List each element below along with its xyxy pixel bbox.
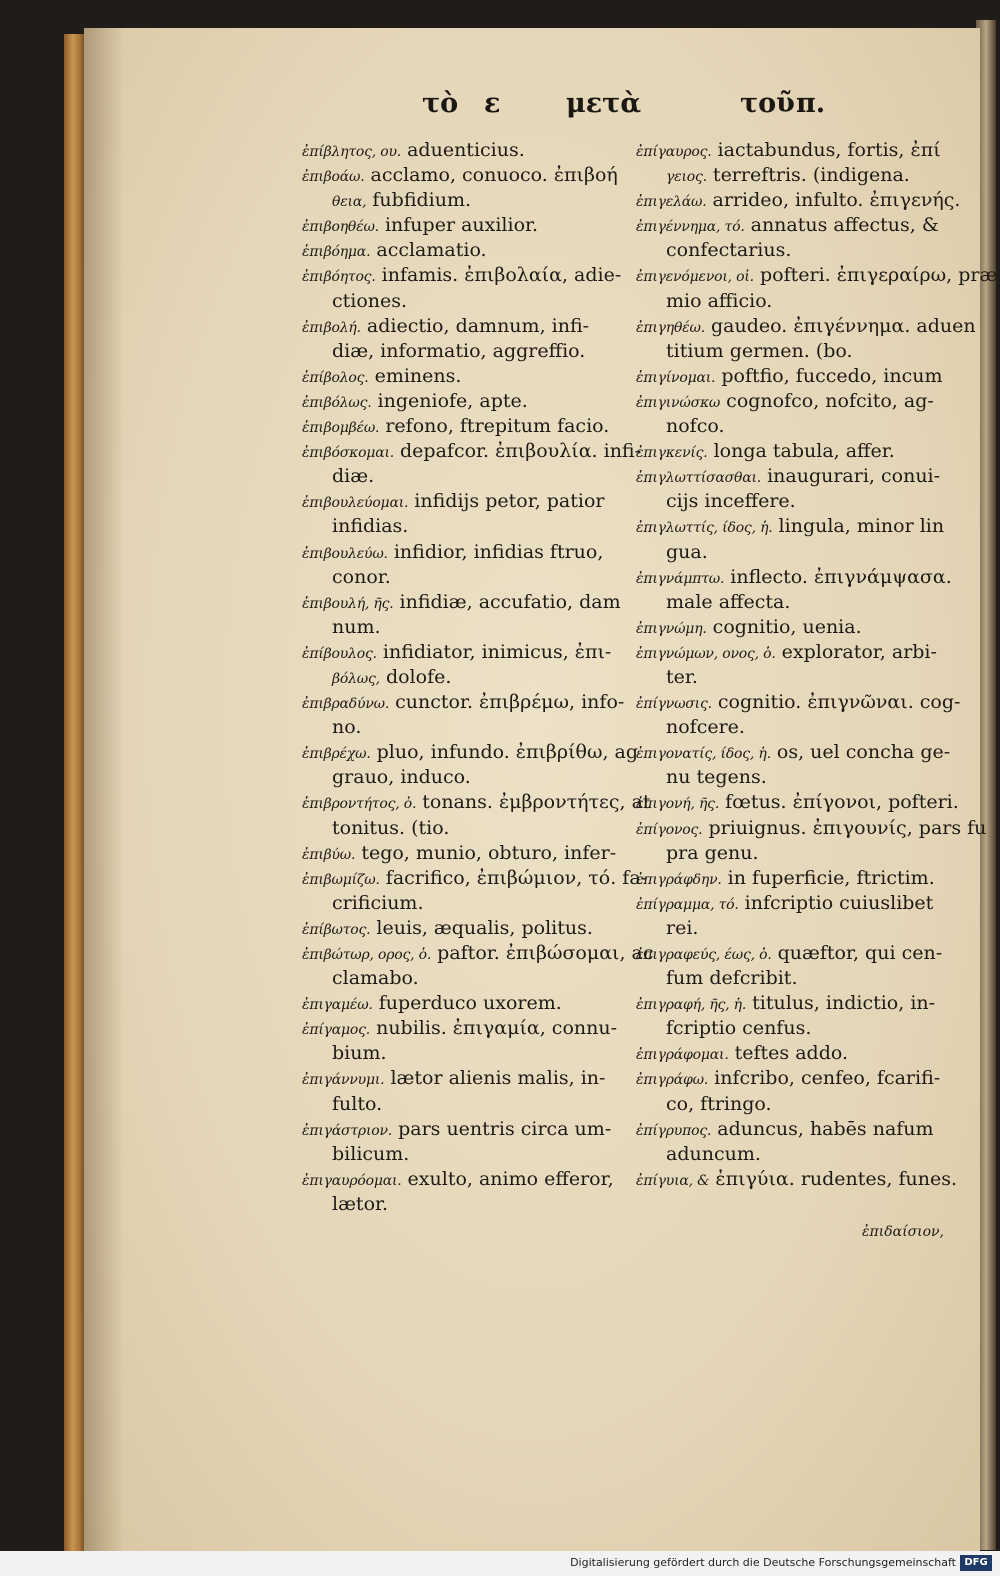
latin-gloss: pluo, infundo. ἐπιβρίθω, ag [370, 741, 639, 764]
dictionary-line [302, 615, 634, 640]
greek-headword: ἐπιβομβέω. [302, 420, 380, 437]
greek-headword: ἐπιβρέχω. [302, 746, 371, 763]
dfg-logo: DFG [960, 1555, 992, 1571]
latin-gloss: os, uel concha ge- [770, 741, 951, 764]
latin-gloss: clamabo. [332, 967, 419, 990]
greek-headword: ἐπιβόητος. [302, 269, 376, 286]
dictionary-line [302, 238, 634, 263]
dictionary-line [636, 238, 961, 263]
latin-gloss: nofcere. [666, 716, 745, 739]
catchword: ἐπιδαίσιον, [862, 1224, 945, 1240]
dictionary-line [302, 540, 634, 565]
dictionary-line [636, 665, 961, 690]
dictionary-line [636, 966, 961, 991]
latin-gloss: diæ. [332, 465, 375, 488]
latin-gloss: explorator, arbi- [775, 640, 937, 663]
latin-gloss: gaudeo. ἐπιγέννημα. aduen [704, 314, 976, 337]
latin-gloss: inflecto. ἐπιγνάμψασα. [724, 565, 952, 588]
dictionary-line [302, 1192, 634, 1217]
latin-gloss: no. [332, 716, 362, 739]
header-left-a: τὸ [422, 88, 459, 119]
header-right-a: τοῦ [740, 88, 795, 119]
latin-gloss: teftes addo. [728, 1042, 849, 1065]
latin-gloss: fœtus. ἐπίγονοι, pofteri. [719, 791, 959, 814]
greek-headword: ἐπιβοάω. [302, 169, 365, 186]
greek-headword: ἐπιγελάω. [636, 194, 707, 211]
latin-gloss: conor. [332, 565, 391, 588]
latin-gloss: terreftris. (indigena. [706, 164, 910, 187]
latin-gloss: paftor. ἐπιβώσομαι, ac [431, 942, 654, 964]
dictionary-line [636, 640, 961, 665]
dictionary-line [636, 891, 961, 916]
latin-gloss: dolofe. [379, 665, 452, 688]
dictionary-line [636, 740, 961, 765]
dictionary-line [636, 188, 961, 213]
footer-bar [0, 1551, 1000, 1576]
latin-gloss: bilicum. [332, 1142, 410, 1165]
latin-gloss: infcribo, cenfeo, fcarifi- [708, 1067, 941, 1090]
dictionary-line [302, 790, 651, 815]
latin-gloss: mio afficio. [666, 289, 773, 312]
latin-gloss: nofco. [666, 415, 725, 438]
dictionary-line [302, 590, 634, 615]
latin-gloss: lætor alienis malis, in- [384, 1067, 606, 1090]
latin-gloss: cognitio. ἐπιγνῶναι. cog- [711, 691, 961, 714]
latin-gloss: exulto, animo efferor, [401, 1167, 614, 1190]
dictionary-line [302, 640, 634, 665]
latin-gloss: fulto. [332, 1092, 383, 1115]
dictionary-line [636, 263, 998, 288]
greek-headword: ἐπιβοηθέω. [302, 219, 379, 236]
latin-gloss: acclamatio. [370, 239, 487, 262]
dictionary-line [302, 1142, 634, 1167]
greek-headword: ἐπιγίνομαι. [636, 369, 716, 386]
greek-headword: ἐπιγονατίς, ίδος, ἡ. [636, 746, 771, 763]
running-header [84, 88, 980, 128]
latin-gloss: aduncum. [666, 1142, 761, 1165]
greek-headword: ἐπιβόσκομαι. [302, 445, 394, 462]
dictionary-line [636, 213, 961, 238]
dictionary-line [302, 213, 634, 238]
latin-gloss: infcriptio cuiuslibet [738, 891, 934, 914]
dictionary-line [302, 916, 634, 941]
latin-gloss: lætor. [332, 1192, 389, 1215]
latin-gloss: nu tegens. [666, 766, 767, 789]
greek-headword: ἐπιβραδύνω. [302, 696, 390, 713]
latin-gloss: facrifico, ἐπιβώμιον, τό. fa- [379, 866, 648, 889]
dictionary-line [302, 941, 654, 966]
dictionary-line [636, 1041, 961, 1066]
dictionary-line [302, 991, 634, 1016]
latin-gloss: aduenticius. [401, 139, 525, 161]
latin-gloss: aduncus, habēs nafum [711, 1117, 934, 1140]
dictionary-line [636, 314, 976, 339]
latin-gloss: fubfidium. [366, 189, 472, 212]
latin-gloss: infidiator, inimicus, ἐπι- [376, 640, 612, 663]
latin-gloss: ter. [666, 665, 698, 688]
dictionary-line [636, 941, 961, 966]
latin-gloss: fum defcribit. [666, 967, 798, 990]
dictionary-line [636, 439, 961, 464]
dictionary-line [302, 1066, 634, 1091]
latin-gloss: ingeniofe, apte. [371, 389, 528, 412]
dictionary-line [636, 289, 961, 314]
latin-gloss: refono, ftrepitum facio. [379, 415, 610, 438]
latin-gloss: co, ftringo. [666, 1092, 772, 1115]
dictionary-line [636, 339, 961, 364]
header-right-b: π. [796, 88, 826, 119]
dictionary-line [636, 1117, 961, 1142]
latin-gloss: cijs inceffere. [666, 490, 796, 513]
latin-gloss: in fuperficie, ftrictim. [721, 866, 935, 889]
latin-gloss: num. [332, 615, 381, 638]
latin-gloss: pra genu. [666, 841, 759, 864]
dictionary-line [302, 389, 634, 414]
dictionary-line [636, 765, 961, 790]
dictionary-line [302, 765, 634, 790]
greek-headword: ἐπιγνάμπτω. [636, 570, 725, 587]
greek-headword: ἐπιγάστριον. [302, 1122, 393, 1139]
footer-credit: Digitalisierung gefördert durch die Deutsche Forschungsgemeinschaft [570, 1556, 956, 1569]
latin-gloss: confectarius. [666, 239, 792, 262]
greek-headword: ἐπιγράφδην. [636, 871, 722, 888]
dictionary-line [636, 790, 961, 815]
latin-gloss: annatus affectus, & [744, 214, 939, 237]
dictionary-line [636, 138, 961, 163]
latin-gloss: ἐπιγύια. rudentes, funes. [709, 1167, 958, 1190]
greek-headword: ἐπιβόλως. [302, 394, 372, 411]
gutter-shadow [84, 28, 124, 1554]
latin-gloss: depafcor. ἐπιβουλία. infi- [393, 440, 642, 463]
latin-gloss: fuperduco uxorem. [372, 992, 562, 1015]
right-column [636, 138, 998, 1192]
dictionary-line [302, 565, 634, 590]
greek-headword: ἐπίγαμος. [302, 1022, 371, 1039]
latin-gloss: infidias. [332, 515, 409, 538]
latin-gloss: tonitus. (tio. [332, 816, 450, 839]
greek-headword: ἐπίβλητος, ου. [302, 144, 402, 160]
latin-gloss: fcriptio cenfus. [666, 1017, 812, 1040]
greek-headword: ἐπιβόημα. [302, 244, 371, 261]
latin-gloss: grauo, induco. [332, 766, 471, 789]
greek-headword: ἐπιβουλεύομαι. [302, 495, 409, 512]
latin-gloss: pofteri. ἐπιγεραίρω, præ [753, 264, 998, 287]
dictionary-line [302, 263, 634, 288]
greek-headword: ἐπιγονή, ῆς. [636, 796, 720, 813]
latin-gloss: bium. [332, 1042, 387, 1065]
dictionary-line [302, 439, 642, 464]
dictionary-line [302, 364, 634, 389]
book-edge-left [64, 34, 86, 1554]
dictionary-line [302, 464, 634, 489]
greek-headword: ἐπίγνωσις. [636, 696, 712, 713]
greek-headword: θεια, [332, 194, 367, 211]
latin-gloss: nubilis. ἐπιγαμία, connu- [370, 1017, 618, 1040]
dictionary-line [636, 1016, 961, 1041]
dictionary-line [302, 740, 639, 765]
dictionary-line [302, 1092, 634, 1117]
latin-gloss: longa tabula, affer. [707, 440, 895, 463]
latin-gloss: ctiones. [332, 289, 408, 312]
dictionary-line [302, 841, 634, 866]
dictionary-line [636, 1092, 961, 1117]
greek-headword: ἐπίγρυπος. [636, 1122, 712, 1139]
greek-headword: βόλως, [332, 670, 380, 687]
greek-headword: ἐπιγινώσκω [636, 394, 721, 411]
dictionary-line [302, 866, 648, 891]
greek-headword: ἐπιγράφω. [636, 1072, 709, 1089]
greek-headword: ἐπιβουλή, ῆς. [302, 595, 394, 612]
latin-gloss: tego, munio, obturo, infer- [355, 841, 617, 864]
dictionary-line [636, 841, 961, 866]
greek-headword: ἐπιγλωττίς, ίδος, ἡ. [636, 520, 773, 537]
greek-headword: ἐπιγενόμενοι, οἱ. [636, 269, 754, 286]
greek-headword: ἐπίβολος. [302, 369, 369, 386]
greek-headword: ἐπίγραμμα, τό. [636, 896, 739, 913]
dictionary-line [302, 314, 634, 339]
dictionary-line [636, 414, 961, 439]
latin-gloss: infidiæ, accufatio, dam [393, 590, 621, 613]
latin-gloss: cognitio, uenia. [706, 615, 862, 638]
greek-headword: γειος. [666, 169, 707, 186]
dictionary-line [636, 590, 961, 615]
greek-headword: ἐπίγονος. [636, 821, 703, 838]
greek-headword: ἐπιβουλεύω. [302, 545, 388, 562]
latin-gloss: cognofco, nofcito, ag- [720, 389, 934, 412]
latin-gloss: cunctor. ἐπιβρέμω, info- [389, 691, 625, 714]
greek-headword: ἐπιβωμίζω. [302, 871, 380, 888]
latin-gloss: gua. [666, 540, 708, 563]
greek-headword: ἐπιβύω. [302, 846, 356, 863]
latin-gloss: acclamo, conuoco. ἐπιβοή [364, 164, 618, 187]
latin-gloss: quæftor, qui cen- [771, 942, 943, 964]
dictionary-line [636, 489, 961, 514]
dictionary-line [636, 163, 961, 188]
dictionary-line [302, 163, 634, 188]
dictionary-line [636, 866, 961, 891]
dictionary-line [636, 916, 961, 941]
latin-gloss: crificium. [332, 891, 424, 914]
latin-gloss: infidior, infidias ftruo, [387, 540, 604, 563]
greek-headword: ἐπιγαυρόομαι. [302, 1172, 402, 1189]
greek-headword: ἐπιγνώμη. [636, 620, 707, 637]
latin-gloss: rei. [666, 916, 699, 939]
dictionary-line [302, 1117, 634, 1142]
dictionary-line [636, 540, 961, 565]
latin-gloss: infidijs petor, patior [408, 490, 605, 513]
header-left-b: ε [484, 88, 501, 119]
header-center: μετὰ [566, 88, 642, 119]
latin-gloss: iactabundus, fortis, ἐπί [711, 139, 941, 161]
greek-headword: ἐπιγραφή, ῆς, ἡ. [636, 997, 747, 1014]
latin-gloss: adiectio, damnum, infi- [360, 314, 590, 337]
latin-gloss: male affecta. [666, 590, 791, 613]
latin-gloss: infuper auxilior. [378, 214, 539, 237]
dictionary-line [302, 891, 634, 916]
dictionary-line [636, 464, 961, 489]
greek-headword: ἐπιγάννυμι. [302, 1072, 385, 1089]
latin-gloss: leuis, æqualis, politus. [370, 916, 593, 939]
latin-gloss: infamis. ἐπιβολαία, adie- [375, 264, 622, 287]
latin-gloss: lingula, minor lin [772, 515, 945, 538]
greek-headword: ἐπιγνώμων, ονος, ὁ. [636, 645, 776, 662]
dictionary-line [636, 364, 961, 389]
greek-headword: ἐπιγκενίς. [636, 445, 708, 462]
dictionary-line [636, 615, 961, 640]
greek-headword: ἐπιβολή. [302, 319, 361, 336]
dictionary-line [302, 1167, 634, 1192]
dictionary-line [302, 188, 634, 213]
greek-headword: ἐπιγέννημα, τό. [636, 219, 745, 236]
dictionary-line [302, 966, 634, 991]
dictionary-line [302, 1041, 634, 1066]
dictionary-line [636, 1142, 961, 1167]
dictionary-line [302, 690, 634, 715]
latin-gloss: pars uentris circa um- [392, 1117, 612, 1140]
dictionary-line [636, 565, 961, 590]
latin-gloss: poftfio, fuccedo, incum [715, 364, 943, 387]
dictionary-line [636, 389, 961, 414]
latin-gloss: priuignus. ἐπιγουνίς, pars fu [702, 816, 987, 839]
dictionary-line [302, 514, 634, 539]
dictionary-line [636, 715, 961, 740]
greek-headword: ἐπιγράφομαι. [636, 1047, 729, 1064]
dictionary-line [302, 289, 634, 314]
greek-headword: ἐπιγλωττίσασθαι. [636, 470, 762, 487]
latin-gloss: titium germen. (bo. [666, 339, 853, 362]
greek-headword: ἐπιβώτωρ, ορος, ὁ. [302, 947, 432, 963]
greek-headword: ἐπιγραφεύς, έως, ὁ. [636, 947, 772, 963]
greek-headword: ἐπιγηθέω. [636, 319, 705, 336]
latin-gloss: diæ, informatio, aggreffio. [332, 339, 586, 362]
latin-gloss: tonans. ἐμβροντήτες, at [416, 791, 651, 814]
dictionary-line [302, 715, 634, 740]
dictionary-line [302, 816, 634, 841]
dictionary-line [302, 489, 634, 514]
greek-headword: ἐπιβροντήτος, ὁ. [302, 796, 417, 813]
latin-gloss: inaugurari, conui- [761, 465, 941, 488]
latin-gloss: titulus, indictio, in- [746, 992, 936, 1015]
dictionary-line [302, 665, 634, 690]
latin-gloss: eminens. [368, 364, 462, 387]
dictionary-line [636, 1066, 961, 1091]
dictionary-line [636, 991, 961, 1016]
greek-headword: ἐπίγαυρος. [636, 144, 712, 160]
dictionary-line [636, 1167, 961, 1192]
greek-headword: ἐπιγαμέω. [302, 997, 373, 1014]
dictionary-line [636, 816, 987, 841]
left-column [302, 138, 654, 1217]
greek-headword: ἐπίβουλος. [302, 645, 377, 662]
dictionary-line [302, 414, 634, 439]
dictionary-line [302, 1016, 634, 1041]
dictionary-line [302, 339, 634, 364]
dictionary-line [302, 138, 634, 163]
latin-gloss: arrideo, infulto. ἐπιγενής. [706, 189, 961, 212]
greek-headword: ἐπίγυια, & [636, 1172, 710, 1189]
dictionary-line [636, 514, 961, 539]
greek-headword: ἐπίβωτος. [302, 921, 371, 938]
dictionary-line [636, 690, 961, 715]
